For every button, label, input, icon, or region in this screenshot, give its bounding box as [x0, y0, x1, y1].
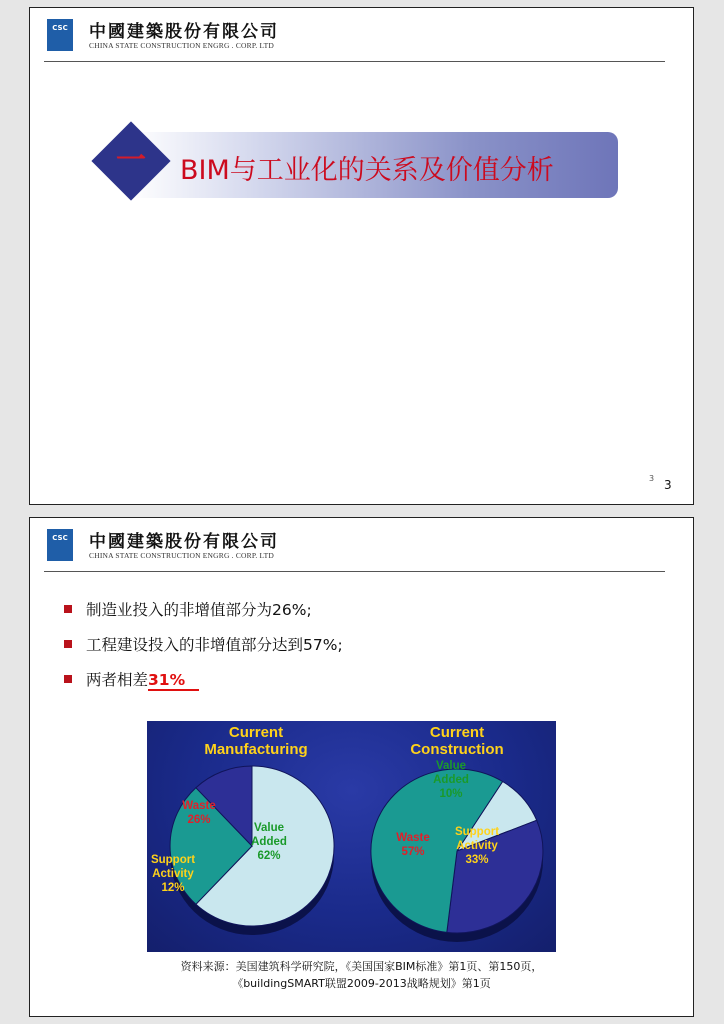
- bullet-item: 工程建设投入的非增值部分达到57%;: [64, 631, 343, 666]
- company-name-en: CHINA STATE CONSTRUCTION ENGRG . CORP. LTD: [89, 41, 275, 50]
- section-number: 一: [116, 143, 146, 178]
- bullet-item: 两者相差31%: [64, 666, 343, 701]
- pie-slice-label: Support: [454, 826, 500, 838]
- bullet-square-icon: [64, 640, 72, 648]
- pie-slice-label: Waste: [182, 800, 216, 812]
- pie-title-word: Construction: [410, 741, 504, 758]
- source-line-2: 《buildingSMART联盟2009-2013战略规划》第1页: [232, 977, 491, 990]
- pie-title-word: Current: [228, 724, 284, 741]
- pie-title-word: Current: [429, 724, 485, 741]
- header-divider: [44, 571, 665, 572]
- company-name-cn: 中國建築股份有限公司: [89, 22, 279, 42]
- pie-title-word: Manufacturing: [204, 741, 308, 758]
- slide-header: [30, 8, 693, 68]
- pie-slice-label: 33%: [465, 854, 489, 866]
- bullet-list: [64, 596, 343, 701]
- company-logo: CSC: [47, 19, 73, 51]
- pie-chart-figure: [147, 721, 556, 952]
- page-number: 3: [664, 478, 672, 492]
- pie-slice-label: Support: [150, 854, 196, 866]
- pie-slice-label: 26%: [187, 814, 211, 826]
- pie-slice-label: 12%: [161, 882, 185, 894]
- pie-slice-label: 62%: [257, 850, 281, 862]
- pie-charts-svg: [147, 721, 556, 952]
- company-name-en: CHINA STATE CONSTRUCTION ENGRG . CORP. LTD: [89, 551, 275, 560]
- pie-slice-label: Value: [253, 822, 285, 834]
- difference-highlight: 31%: [148, 671, 199, 691]
- pie-slice-label: Activity: [456, 840, 498, 852]
- pie-slice-label: Added: [251, 836, 287, 848]
- slide-2: [29, 517, 694, 1017]
- bullet-item: 制造业投入的非增值部分为26%;: [64, 596, 343, 631]
- pie-slice-label: Value: [435, 760, 467, 772]
- company-name-cn: 中國建築股份有限公司: [89, 532, 279, 552]
- pie-slice-label: 10%: [439, 788, 463, 800]
- pie-slice-label: 57%: [401, 846, 425, 858]
- slide-header: [30, 518, 693, 578]
- bullet-square-icon: [64, 605, 72, 613]
- pie-slice-label: Added: [433, 774, 469, 786]
- slide-title: BIM与工业化的关系及价值分析: [180, 155, 554, 186]
- pie-slice-label: Activity: [152, 868, 194, 880]
- slide-1: [29, 7, 694, 505]
- bullet-square-icon: [64, 675, 72, 683]
- source-line-1: 资料来源：美国建筑科学研究院，《美国国家BIM标准》第1页、第150页，: [180, 960, 543, 973]
- source-citation: [30, 958, 693, 992]
- header-divider: [44, 61, 665, 62]
- page-number-small: 3: [649, 474, 655, 483]
- company-logo: CSC: [47, 529, 73, 561]
- pie-slice-label: Waste: [396, 832, 430, 844]
